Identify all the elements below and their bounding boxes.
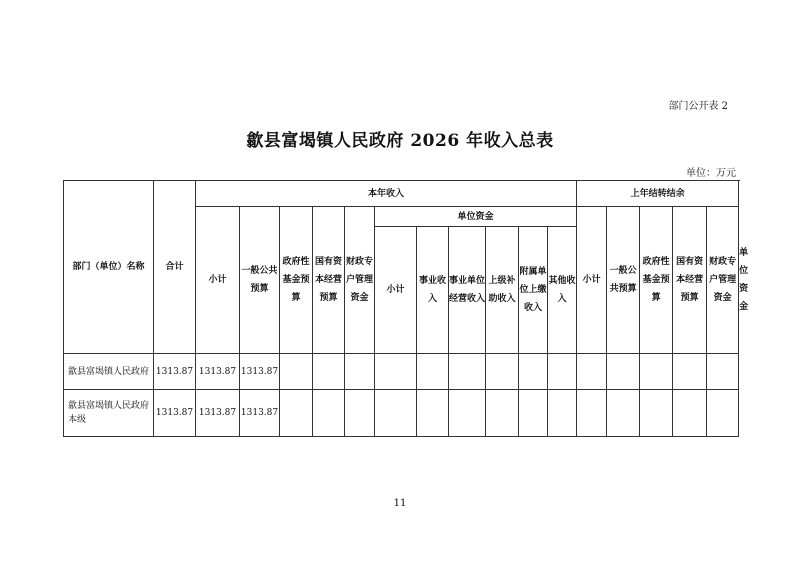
col-special-fund-header: 财政专户管理资金 bbox=[345, 207, 375, 354]
row-general-budget: 1313.87 bbox=[240, 354, 280, 390]
col-gov-fund-header: 政府性基金预算 bbox=[280, 207, 313, 354]
table-row bbox=[64, 354, 739, 390]
prior-special-fund-header: 财政专户管理资金 bbox=[707, 207, 739, 354]
page-title: 歙县富堨镇人民政府 2026 年收入总表 bbox=[246, 131, 554, 151]
col-general-budget-header: 一般公共预算 bbox=[240, 207, 280, 354]
row-name: 歙县富堨镇人民政府 bbox=[64, 354, 154, 390]
unit-label: 单位：万元 bbox=[686, 168, 736, 179]
prior-general-budget-header: 一般公共预算 bbox=[607, 207, 640, 354]
col-state-capital-header: 国有资本经营预算 bbox=[313, 207, 345, 354]
prior-year-header: 上年结转结余 bbox=[577, 181, 739, 207]
table-row bbox=[64, 390, 739, 437]
unit-operating-income-header: 事业单位经营收入 bbox=[449, 227, 486, 354]
page-number: 11 bbox=[393, 498, 407, 509]
row-general-budget: 1313.87 bbox=[240, 390, 280, 437]
prior-state-capital-header: 国有资本经营预算 bbox=[673, 207, 707, 354]
col-subtotal-header: 小计 bbox=[196, 207, 240, 354]
row-subtotal: 1313.87 bbox=[196, 354, 240, 390]
unit-affiliated-income-header: 附属单位上缴收入 bbox=[519, 227, 548, 354]
unit-business-income-header: 事业收入 bbox=[417, 227, 449, 354]
current-year-header: 本年收入 bbox=[196, 181, 577, 207]
unit-subtotal-header: 小计 bbox=[375, 227, 417, 354]
prior-gov-fund-header: 政府性基金预算 bbox=[640, 207, 673, 354]
row-subtotal: 1313.87 bbox=[196, 390, 240, 437]
unit-funds-header: 单位资金 bbox=[375, 207, 577, 227]
row-total: 1313.87 bbox=[154, 354, 196, 390]
unit-other-income-header: 其他收入 bbox=[548, 227, 577, 354]
col-name-header: 部门（单位）名称 bbox=[64, 181, 154, 354]
unit-subsidy-income-header: 上级补助收入 bbox=[486, 227, 519, 354]
row-name: 歙县富堨镇人民政府本级 bbox=[64, 390, 154, 437]
row-total: 1313.87 bbox=[154, 390, 196, 437]
col-total-header: 合计 bbox=[154, 181, 196, 354]
revenue-table: 部门（单位）名称 合计 本年收入 上年结转结余 小计 一般公共预算 政府性基金预算 国有资本经营预算 财政专户管理资金 单位资金 小计 一般公共预算 政府性基金预算 国有资本经营预算 财政专户管理资金 单位资金 小计 事业收入 事业单位经营收入 上级补助收入 附属单位上缴收入 其他收入 歙县富堨镇人民政府 1313.87 1313.87 1313.87 歙县富堨镇人民政府本级 1313.87 1313.87 1313.87 bbox=[63, 180, 739, 437]
table-number: 部门公开表 2 bbox=[668, 101, 728, 112]
prior-subtotal-header: 小计 bbox=[577, 207, 607, 354]
